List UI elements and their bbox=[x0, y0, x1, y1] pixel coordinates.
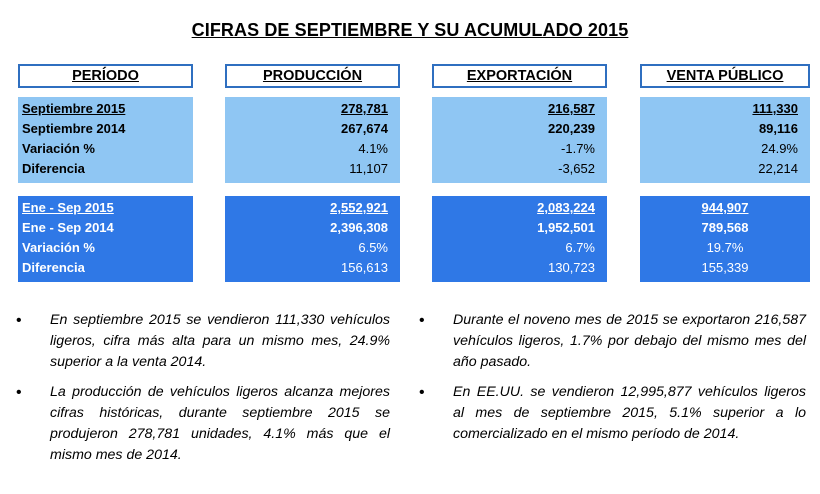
header-venta-publico: VENTA PÚBLICO bbox=[640, 64, 810, 88]
cell-value: 278,781 bbox=[341, 101, 388, 116]
monthly-venta-block bbox=[640, 97, 810, 183]
row-label: Ene - Sep 2014 bbox=[22, 220, 114, 235]
page-title: CIFRAS DE SEPTIEMBRE Y SU ACUMULADO 2015 bbox=[191, 20, 629, 40]
row-label: Diferencia bbox=[22, 161, 85, 176]
cell-value: 22,214 bbox=[758, 161, 798, 176]
cell-value: 6.5% bbox=[358, 240, 388, 255]
row-label: Septiembre 2014 bbox=[22, 121, 126, 136]
cell-value: -3,652 bbox=[558, 161, 595, 176]
cell-value: 2,396,308 bbox=[330, 220, 388, 235]
cell-value: -1.7% bbox=[561, 141, 595, 156]
cell-value: 130,723 bbox=[548, 260, 595, 275]
bullet-item: • La producción de vehículos ligeros alcanza mejores cifras históricas, durante septiembre 2015 se produjeron 278,781 unidades, 4.1% más que el mismo mes de 2014. bbox=[16, 384, 390, 463]
bullet-icon: • bbox=[16, 384, 22, 401]
cell-value: 156,613 bbox=[341, 260, 388, 275]
cell-value: 4.1% bbox=[358, 141, 388, 156]
header-periodo: PERÍODO bbox=[18, 64, 193, 88]
cell-value: 2,083,224 bbox=[537, 200, 595, 215]
cell-value: 2,552,921 bbox=[330, 200, 388, 215]
cell-value: 220,239 bbox=[548, 121, 595, 136]
header-produccion: PRODUCCIÓN bbox=[225, 64, 400, 88]
cell-value: 1,952,501 bbox=[537, 220, 595, 235]
bullets-right bbox=[417, 310, 806, 454]
header-exportacion: EXPORTACIÓN bbox=[432, 64, 607, 88]
cumulative-venta-block bbox=[640, 196, 810, 282]
bullet-item: • En EE.UU. se vendieron 12,995,877 vehículos ligeros al mes de septiembre 2015, 5.1% superior a lo comercializado en el mismo período de 2014. bbox=[419, 384, 806, 442]
row-label: Variación % bbox=[22, 141, 95, 156]
bullets-left bbox=[14, 310, 390, 475]
cell-value: 155,339 bbox=[701, 260, 749, 275]
cumulative-produccion-block bbox=[225, 196, 400, 282]
bullet-icon: • bbox=[16, 312, 22, 329]
monthly-exportacion-block bbox=[432, 97, 607, 183]
cumulative-labels-block bbox=[18, 196, 193, 282]
row-label: Diferencia bbox=[22, 260, 85, 275]
cell-value: 944,907 bbox=[701, 200, 749, 215]
cell-value: 24.9% bbox=[761, 141, 798, 156]
row-label: Ene - Sep 2015 bbox=[22, 200, 114, 215]
bullet-icon: • bbox=[419, 312, 425, 329]
bullet-item: • En septiembre 2015 se vendieron 111,330 vehículos ligeros, cifra más alta para un mismo mes, 24.9% superior a la venta 2014. bbox=[16, 312, 390, 370]
cell-value: 216,587 bbox=[548, 101, 595, 116]
cell-value: 11,107 bbox=[349, 161, 388, 176]
bullet-icon: • bbox=[419, 384, 425, 401]
cumulative-exportacion-block bbox=[432, 196, 607, 282]
monthly-labels-block bbox=[18, 97, 193, 183]
cell-value: 267,674 bbox=[341, 121, 388, 136]
cell-value: 19.7% bbox=[706, 240, 744, 255]
monthly-produccion-block bbox=[225, 97, 400, 183]
cell-value: 111,330 bbox=[752, 101, 798, 116]
row-label: Septiembre 2015 bbox=[22, 101, 126, 116]
cell-value: 89,116 bbox=[758, 121, 798, 136]
bullet-item: • Durante el noveno mes de 2015 se exportaron 216,587 vehículos ligeros, 1.7% por debajo del mismo mes del año pasado. bbox=[419, 312, 806, 370]
row-label: Variación % bbox=[22, 240, 95, 255]
cell-value: 6.7% bbox=[565, 240, 595, 255]
cell-value: 789,568 bbox=[701, 220, 749, 235]
